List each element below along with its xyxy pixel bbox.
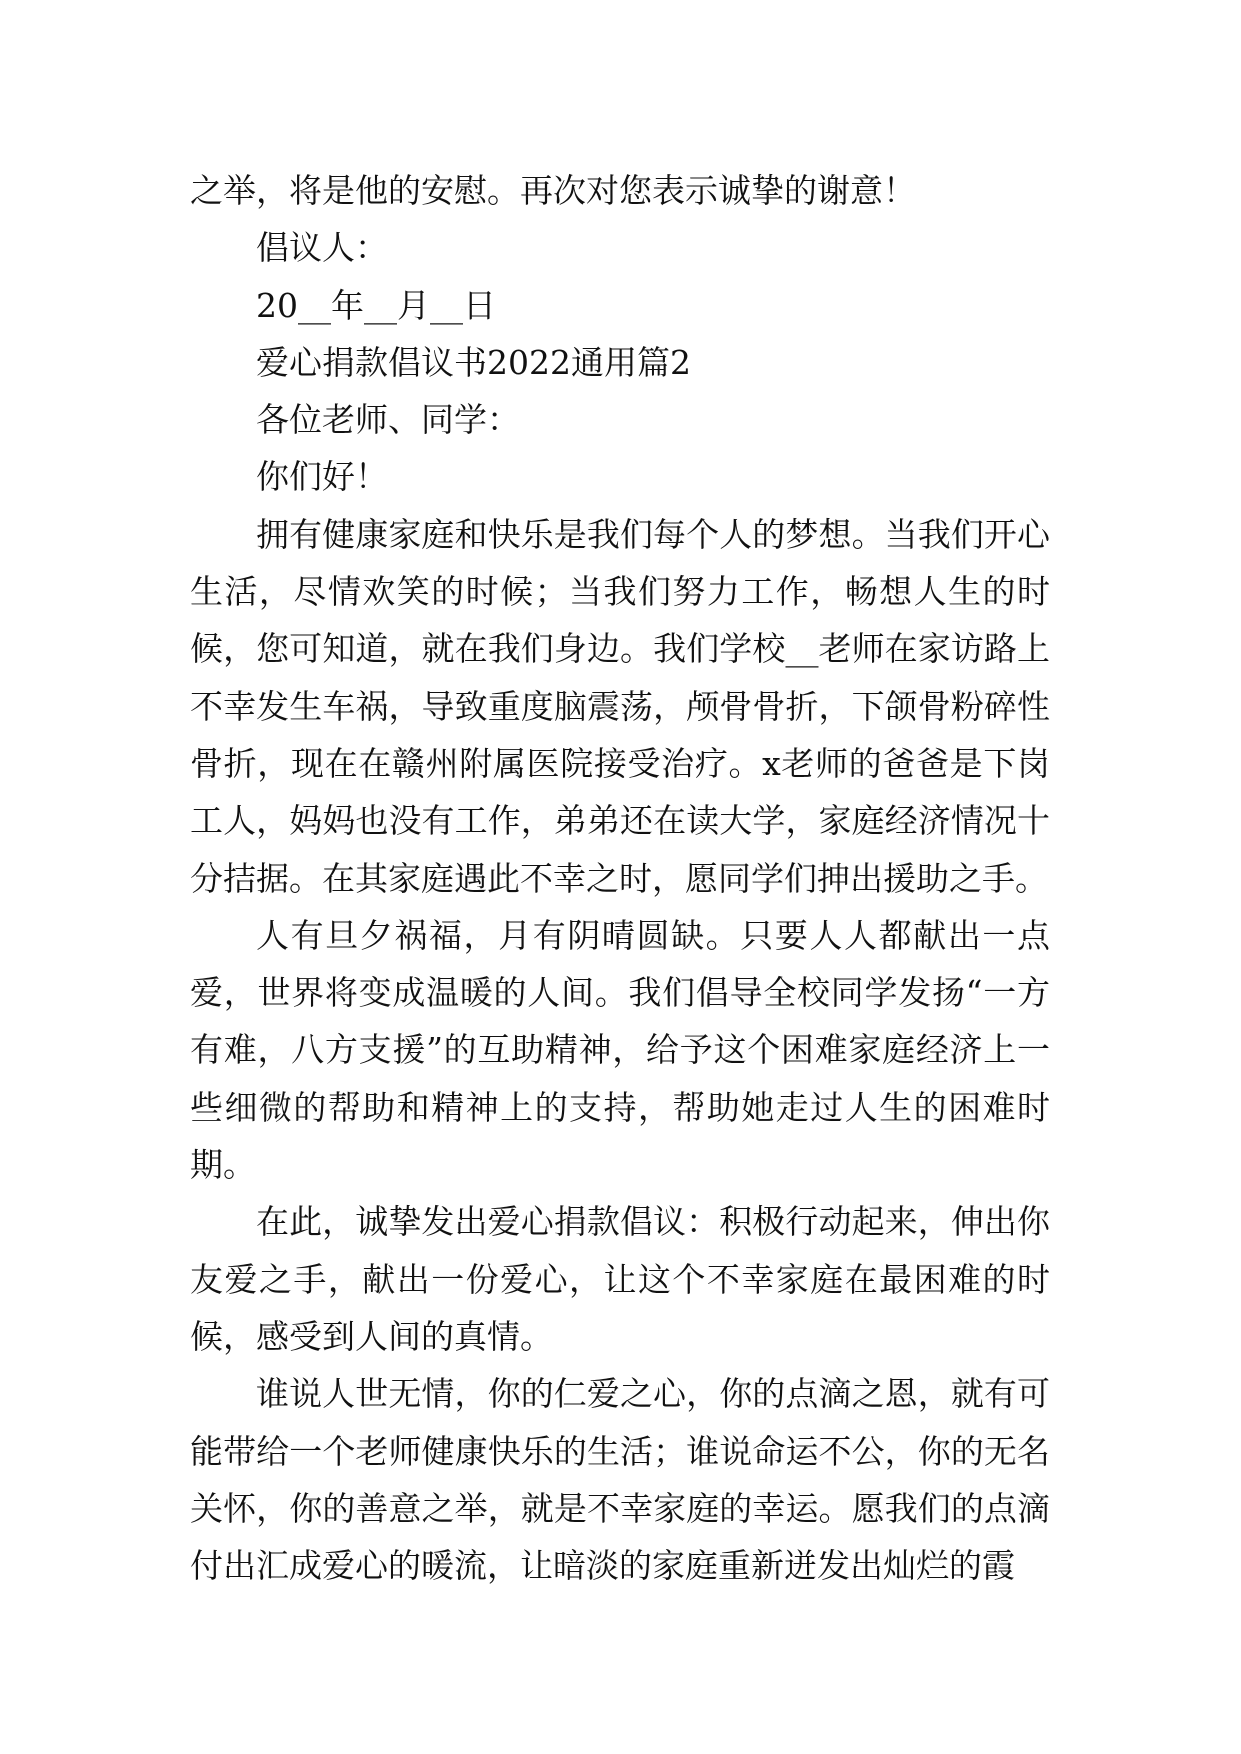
date-line: 20__年__月__日 bbox=[256, 285, 496, 325]
greeting: 你们好！ bbox=[256, 457, 388, 497]
salutation: 各位老师、同学： bbox=[256, 400, 520, 440]
body-paragraph: 谁说人世无情，你的仁爱之心，你的点滴之恩，就有可能带给一个老师健康快乐的生活；谁说命运不公，你的无名关怀，你的善意之举，就是不幸家庭的幸运。愿我们的点滴付出汇成爱心的暖流，让暗淡的家庭重新迸发出灿烂的霞 bbox=[190, 1374, 1050, 1586]
body-paragraph: 在此，诚挚发出爱心捐款倡议：积极行动起来，伸出你友爱之手，献出一份爱心，让这个不幸家庭在最困难的时候，感受到人间的真情。 bbox=[190, 1202, 1050, 1356]
signer-label: 倡议人： bbox=[256, 228, 388, 268]
body-paragraph: 人有旦夕祸福，月有阴晴圆缺。只要人人都献出一点爱，世界将变成温暖的人间。我们倡导全校同学发扬“一方有难，八方支援”的互助精神，给予这个困难家庭经济上一些细微的帮助和精神上的支持，帮助她走过人生的困难时期。 bbox=[190, 915, 1050, 1185]
document-body bbox=[190, 162, 1050, 1594]
body-paragraph: 拥有健康家庭和快乐是我们每个人的梦想。当我们开心生活，尽情欢笑的时候；当我们努力工作，畅想人生的时候，您可知道，就在我们身边。我们学校__老师在家访路上不幸发生车祸，导致重度脑震荡，颅骨骨折，下颌骨粉碎性骨折，现在在赣州附属医院接受治疗。x老师的爸爸是下岗工人，妈妈也没有工作，弟弟还在读大学，家庭经济情况十分拮据。在其家庭遇此不幸之时，愿同学们抻出援助之手。 bbox=[190, 514, 1050, 898]
section-title: 爱心捐款倡议书2022通用篇2 bbox=[256, 342, 691, 382]
continuation-paragraph: 之举，将是他的安慰。再次对您表示诚挚的谢意！ bbox=[190, 171, 916, 210]
